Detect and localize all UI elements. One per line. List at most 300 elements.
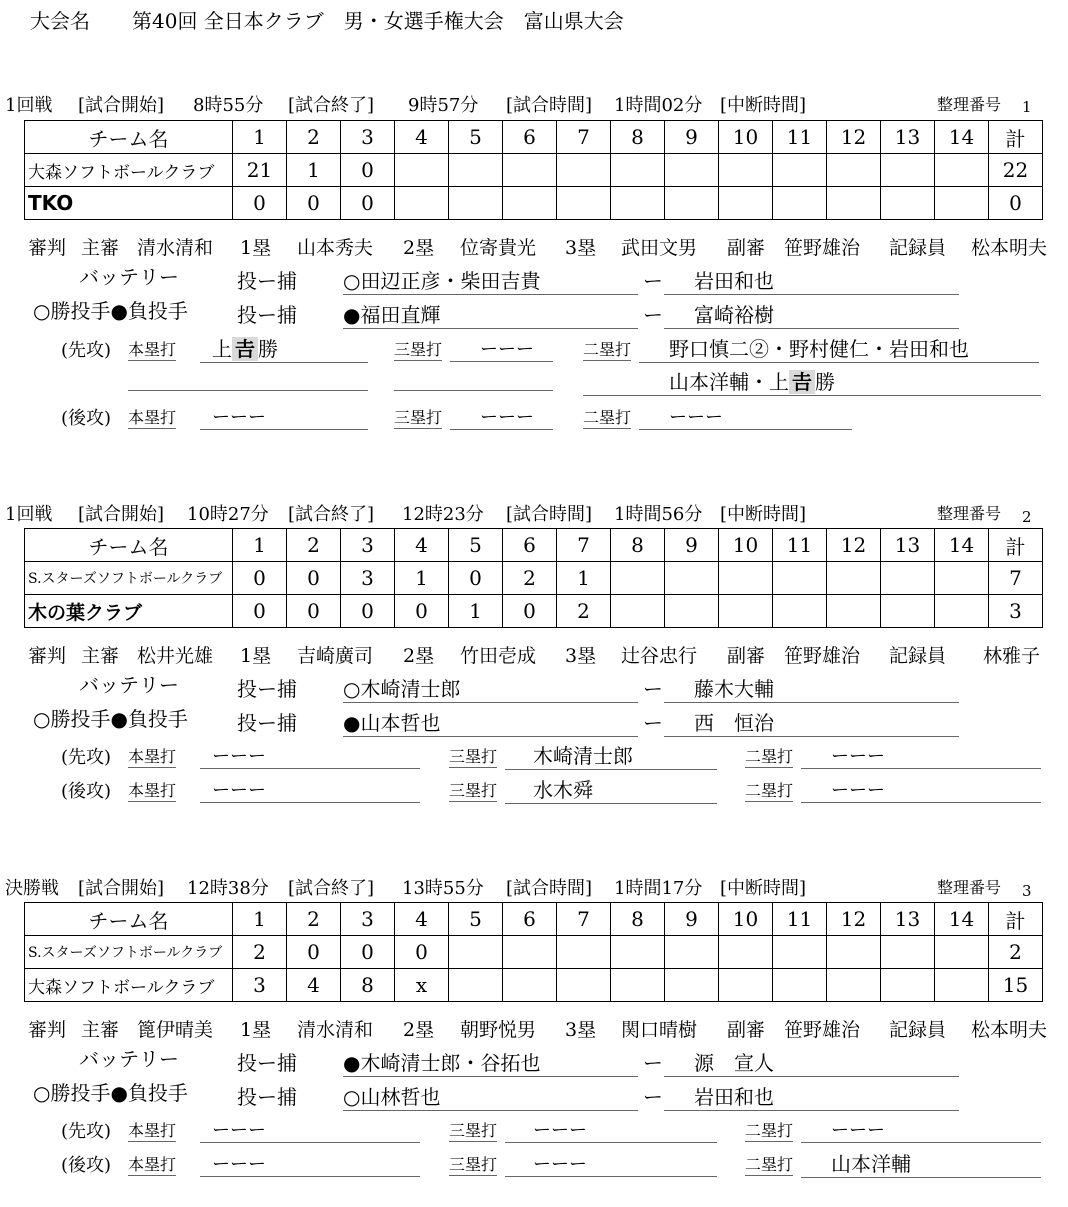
score-cell: 0 xyxy=(287,595,341,628)
inning-1: 1 xyxy=(233,903,287,936)
score-cell xyxy=(449,936,503,969)
score-cell xyxy=(935,936,989,969)
duration-label: [試合時間] xyxy=(506,504,593,525)
first-umpire: 吉崎廣司 xyxy=(297,645,374,667)
inning-12: 12 xyxy=(827,121,881,154)
double-label: 二塁打 xyxy=(745,744,793,768)
score-cell: 8 xyxy=(341,969,395,1002)
inning-11: 11 xyxy=(773,121,827,154)
duration-time: 1時間17分 xyxy=(614,878,703,899)
score-cell: 4 xyxy=(287,969,341,1002)
score-cell xyxy=(935,562,989,595)
score-cell: 3 xyxy=(233,969,287,1002)
inning-4: 4 xyxy=(395,529,449,562)
inning-8: 8 xyxy=(611,529,665,562)
inning-14: 14 xyxy=(935,529,989,562)
sub-label: 副審 xyxy=(727,237,766,259)
end-label: [試合終了] xyxy=(288,95,375,116)
score-cell xyxy=(881,187,935,220)
score-cell: 2 xyxy=(557,595,611,628)
tournament-name: 第40回 全日本クラブ 男・女選手権大会 富山県大会 xyxy=(132,9,624,33)
start-label: [試合開始] xyxy=(78,95,165,116)
score-cell xyxy=(935,969,989,1002)
score-cell xyxy=(719,154,773,187)
triple-label: 三塁打 xyxy=(394,337,442,361)
score-cell xyxy=(881,595,935,628)
end-time: 9時57分 xyxy=(408,95,479,116)
inning-9: 9 xyxy=(665,903,719,936)
triple-value: 木崎清士郎 xyxy=(505,740,717,770)
score-cell xyxy=(773,154,827,187)
team-header: チーム名 xyxy=(25,903,233,936)
total-header: 計 xyxy=(989,121,1043,154)
score-cell xyxy=(773,969,827,1002)
hr-label: 本塁打 xyxy=(128,337,176,361)
duration-time: 1時間56分 xyxy=(614,504,703,525)
third-label: 3塁 xyxy=(565,237,597,259)
score-cell xyxy=(449,187,503,220)
scoreboard xyxy=(24,902,1043,1002)
score-cell xyxy=(773,562,827,595)
inning-6: 6 xyxy=(503,529,557,562)
total-cell: 7 xyxy=(989,562,1043,595)
score-cell xyxy=(503,969,557,1002)
tournament-label: 大会名 xyxy=(30,9,90,33)
score-cell: 0 xyxy=(287,562,341,595)
second-umpire: 竹田壱成 xyxy=(460,645,537,667)
inning-10: 10 xyxy=(719,903,773,936)
team-name: S.スターズソフトボールクラブ xyxy=(25,936,233,969)
scorer-label: 記録員 xyxy=(889,1019,947,1041)
hr-label: 本塁打 xyxy=(128,405,176,429)
triple-label: 三塁打 xyxy=(394,405,442,429)
battery-catcher: 西 恒治 xyxy=(664,707,959,737)
battery-label: バッテリー xyxy=(79,1047,179,1071)
score-cell xyxy=(611,154,665,187)
score-cell xyxy=(719,936,773,969)
start-time: 10時27分 xyxy=(187,504,269,525)
win-lose-label: ○勝投手●負投手 xyxy=(33,299,188,323)
total-cell: 22 xyxy=(989,154,1043,187)
score-cell xyxy=(881,936,935,969)
third-umpire: 武田文男 xyxy=(621,237,698,259)
second-label: 2塁 xyxy=(403,237,435,259)
double-value: ーーー xyxy=(639,403,852,430)
score-cell: 1 xyxy=(287,154,341,187)
dash: ー xyxy=(643,711,663,735)
inning-4: 4 xyxy=(395,903,449,936)
score-cell: 0 xyxy=(287,187,341,220)
battery-catcher: 岩田和也 xyxy=(664,1081,959,1111)
first-label: 1塁 xyxy=(240,1019,272,1041)
score-cell xyxy=(827,936,881,969)
score-cell xyxy=(719,187,773,220)
end-time: 12時23分 xyxy=(402,504,484,525)
inning-6: 6 xyxy=(503,121,557,154)
round-label: 1回戦 xyxy=(5,95,53,116)
plate-label: 主審 xyxy=(81,645,120,667)
scorer: 松本明夫 xyxy=(971,1019,1048,1041)
inning-8: 8 xyxy=(611,903,665,936)
hr-value: ーーー xyxy=(200,403,368,430)
serial-number: 2 xyxy=(1022,508,1032,526)
score-cell xyxy=(881,969,935,1002)
interrupt-label: [中断時間] xyxy=(720,878,807,899)
score-cell: 0 xyxy=(233,562,287,595)
score-cell: 1 xyxy=(449,595,503,628)
double-label: 二塁打 xyxy=(745,778,793,802)
scorer: 松本明夫 xyxy=(971,237,1048,259)
score-cell: 3 xyxy=(341,562,395,595)
team-name: 大森ソフトボールクラブ xyxy=(25,154,233,187)
inning-9: 9 xyxy=(665,529,719,562)
total-header: 計 xyxy=(989,903,1043,936)
scoreboard xyxy=(24,120,1043,220)
sub-umpire: 笹野雄治 xyxy=(784,645,861,667)
sub-label: 副審 xyxy=(727,645,766,667)
triple-value: ーーー xyxy=(450,335,553,362)
score-cell: 0 xyxy=(341,936,395,969)
score-cell: 0 xyxy=(287,936,341,969)
total-cell: 2 xyxy=(989,936,1043,969)
third-umpire: 関口晴樹 xyxy=(621,1019,698,1041)
inning-1: 1 xyxy=(233,121,287,154)
score-cell: 0 xyxy=(395,936,449,969)
total-header: 計 xyxy=(989,529,1043,562)
first-umpire: 山本秀夫 xyxy=(297,237,374,259)
pc-label: 投ー捕 xyxy=(237,677,297,701)
double-value: 野口慎二②・野村健仁・岩田和也 xyxy=(639,333,1039,363)
score-cell xyxy=(827,187,881,220)
triple-label: 三塁打 xyxy=(449,744,497,768)
third-label: 3塁 xyxy=(565,645,597,667)
score-cell xyxy=(557,154,611,187)
win-lose-label: ○勝投手●負投手 xyxy=(33,1081,188,1105)
score-cell xyxy=(503,154,557,187)
score-cell: 0 xyxy=(341,595,395,628)
scorer-label: 記録員 xyxy=(889,237,947,259)
score-cell xyxy=(557,969,611,1002)
inning-10: 10 xyxy=(719,529,773,562)
battery-pitcher: ○田辺正彦・柴田吉貴 xyxy=(343,265,638,295)
hr-value: ーーー xyxy=(200,742,420,769)
serial-label: 整理番号 xyxy=(937,504,1002,523)
double-label: 二塁打 xyxy=(745,1118,793,1142)
inning-14: 14 xyxy=(935,903,989,936)
inning-7: 7 xyxy=(557,903,611,936)
score-cell xyxy=(773,936,827,969)
total-cell: 3 xyxy=(989,595,1043,628)
score-cell: 1 xyxy=(557,562,611,595)
referee-label: 審判 xyxy=(28,645,67,667)
battery-pitcher: ●福田直輝 xyxy=(343,299,638,329)
score-cell xyxy=(665,562,719,595)
triple-label: 三塁打 xyxy=(449,778,497,802)
triple-value: ーーー xyxy=(450,403,553,430)
pc-label: 投ー捕 xyxy=(237,1051,297,1075)
inning-3: 3 xyxy=(341,529,395,562)
round-label: 1回戦 xyxy=(5,504,53,525)
duration-label: [試合時間] xyxy=(506,95,593,116)
serial-label: 整理番号 xyxy=(937,95,1002,114)
triple-label: 三塁打 xyxy=(449,1152,497,1176)
inning-5: 5 xyxy=(449,529,503,562)
second-label: 2塁 xyxy=(403,1019,435,1041)
score-cell: 0 xyxy=(341,154,395,187)
start-time: 12時38分 xyxy=(187,878,269,899)
score-cell xyxy=(611,562,665,595)
start-time: 8時55分 xyxy=(193,95,264,116)
double-value-2: 山本洋輔・上 𠮷 勝 xyxy=(583,366,1041,396)
score-cell: 0 xyxy=(395,595,449,628)
referee-label: 審判 xyxy=(28,237,67,259)
score-cell: 0 xyxy=(233,595,287,628)
blank-line xyxy=(128,368,368,391)
score-cell xyxy=(611,187,665,220)
score-cell xyxy=(773,595,827,628)
inning-5: 5 xyxy=(449,903,503,936)
score-cell: 2 xyxy=(233,936,287,969)
interrupt-label: [中断時間] xyxy=(720,95,807,116)
scorer: 林雅子 xyxy=(983,645,1041,667)
score-cell xyxy=(719,969,773,1002)
score-cell xyxy=(935,187,989,220)
hr-value: ーーー xyxy=(200,1150,420,1177)
serial-number: 1 xyxy=(1022,98,1032,116)
third-umpire: 辻谷忠行 xyxy=(621,645,698,667)
scoreboard xyxy=(24,528,1043,628)
battery-label: バッテリー xyxy=(79,673,179,697)
inning-12: 12 xyxy=(827,903,881,936)
battery-catcher: 藤木大輔 xyxy=(664,673,959,703)
inning-9: 9 xyxy=(665,121,719,154)
table-row xyxy=(25,187,1043,220)
score-cell xyxy=(557,187,611,220)
plate-umpire: 清水清和 xyxy=(137,237,214,259)
end-time: 13時55分 xyxy=(402,878,484,899)
start-label: [試合開始] xyxy=(78,878,165,899)
score-cell xyxy=(719,595,773,628)
first-umpire: 清水清和 xyxy=(297,1019,374,1041)
score-cell xyxy=(449,969,503,1002)
double-value: ーーー xyxy=(801,742,1041,769)
score-cell xyxy=(395,187,449,220)
second-label: 2塁 xyxy=(403,645,435,667)
pc-label: 投ー捕 xyxy=(237,711,297,735)
serial-label: 整理番号 xyxy=(937,878,1002,897)
score-cell xyxy=(827,595,881,628)
score-cell xyxy=(665,936,719,969)
inning-3: 3 xyxy=(341,903,395,936)
dash: ー xyxy=(643,1051,663,1075)
score-cell xyxy=(665,154,719,187)
plate-label: 主審 xyxy=(81,1019,120,1041)
score-cell: 0 xyxy=(233,187,287,220)
battery-pitcher: ●木崎清士郎・谷拓也 xyxy=(343,1047,638,1077)
dash: ー xyxy=(643,677,663,701)
plate-label: 主審 xyxy=(81,237,120,259)
hr-label: 本塁打 xyxy=(128,1118,176,1142)
score-cell: 0 xyxy=(449,562,503,595)
score-cell: 0 xyxy=(503,595,557,628)
sen-label: (先攻) xyxy=(61,747,112,768)
score-cell xyxy=(881,562,935,595)
inning-7: 7 xyxy=(557,529,611,562)
team-name: TKO xyxy=(25,187,233,220)
score-cell xyxy=(665,969,719,1002)
sub-umpire: 笹野雄治 xyxy=(784,237,861,259)
score-cell: 21 xyxy=(233,154,287,187)
dash: ー xyxy=(643,269,663,293)
triple-value: ーーー xyxy=(505,1150,717,1177)
inning-2: 2 xyxy=(287,121,341,154)
inning-10: 10 xyxy=(719,121,773,154)
score-cell: x xyxy=(395,969,449,1002)
hr-value: ーーー xyxy=(200,1116,420,1143)
plate-umpire: 篦伊晴美 xyxy=(137,1019,214,1041)
score-cell xyxy=(827,562,881,595)
score-cell xyxy=(827,969,881,1002)
first-label: 1塁 xyxy=(240,237,272,259)
score-cell xyxy=(557,936,611,969)
header-row xyxy=(25,121,1043,154)
total-cell: 0 xyxy=(989,187,1043,220)
pc-label: 投ー捕 xyxy=(237,269,297,293)
triple-label: 三塁打 xyxy=(449,1118,497,1142)
double-value: ーーー xyxy=(801,1116,1041,1143)
score-cell: 0 xyxy=(341,187,395,220)
inning-13: 13 xyxy=(881,121,935,154)
triple-value: 水木舜 xyxy=(505,774,717,804)
duration-label: [試合時間] xyxy=(506,878,593,899)
header-row xyxy=(25,529,1043,562)
pc-label: 投ー捕 xyxy=(237,1085,297,1109)
inning-11: 11 xyxy=(773,903,827,936)
inning-14: 14 xyxy=(935,121,989,154)
third-label: 3塁 xyxy=(565,1019,597,1041)
serial-number: 3 xyxy=(1022,882,1032,900)
battery-pitcher: ○木崎清士郎 xyxy=(343,673,638,703)
double-label: 二塁打 xyxy=(583,405,631,429)
duration-time: 1時間02分 xyxy=(614,95,703,116)
blank-line xyxy=(394,368,553,391)
inning-11: 11 xyxy=(773,529,827,562)
battery-catcher: 富崎裕樹 xyxy=(664,299,959,329)
sen-label: (先攻) xyxy=(61,340,112,361)
end-label: [試合終了] xyxy=(288,504,375,525)
battery-pitcher: ○山林哲也 xyxy=(343,1081,638,1111)
sub-label: 副審 xyxy=(727,1019,766,1041)
round-label: 決勝戦 xyxy=(5,878,59,899)
double-value: ーーー xyxy=(801,776,1041,803)
score-cell: 2 xyxy=(503,562,557,595)
score-cell xyxy=(449,154,503,187)
table-row xyxy=(25,154,1043,187)
score-cell xyxy=(611,969,665,1002)
hr-value: ーーー xyxy=(200,776,420,803)
score-cell xyxy=(395,154,449,187)
score-cell xyxy=(611,595,665,628)
sen-label: (先攻) xyxy=(61,1121,112,1142)
score-cell xyxy=(503,936,557,969)
win-lose-label: ○勝投手●負投手 xyxy=(33,707,188,731)
table-row xyxy=(25,936,1043,969)
score-cell xyxy=(881,154,935,187)
score-cell xyxy=(773,187,827,220)
table-row xyxy=(25,562,1043,595)
hr-label: 本塁打 xyxy=(128,744,176,768)
end-label: [試合終了] xyxy=(288,878,375,899)
plate-umpire: 松井光雄 xyxy=(137,645,214,667)
team-name: 大森ソフトボールクラブ xyxy=(25,969,233,1002)
inning-2: 2 xyxy=(287,903,341,936)
battery-catcher: 源 宣人 xyxy=(664,1047,959,1077)
inning-13: 13 xyxy=(881,529,935,562)
battery-label: バッテリー xyxy=(79,265,179,289)
second-umpire: 位寄貴光 xyxy=(460,237,537,259)
second-umpire: 朝野悦男 xyxy=(460,1019,537,1041)
team-name: S.スターズソフトボールクラブ xyxy=(25,562,233,595)
inning-12: 12 xyxy=(827,529,881,562)
scorer-label: 記録員 xyxy=(889,645,947,667)
battery-pitcher: ●山本哲也 xyxy=(343,707,638,737)
inning-2: 2 xyxy=(287,529,341,562)
inning-1: 1 xyxy=(233,529,287,562)
score-cell xyxy=(665,595,719,628)
score-cell xyxy=(665,187,719,220)
inning-6: 6 xyxy=(503,903,557,936)
inning-8: 8 xyxy=(611,121,665,154)
start-label: [試合開始] xyxy=(78,504,165,525)
hr-value: 上 𠮷 勝 xyxy=(200,333,368,363)
team-header: チーム名 xyxy=(25,121,233,154)
score-cell xyxy=(503,187,557,220)
score-cell xyxy=(611,936,665,969)
score-cell xyxy=(935,595,989,628)
ko-label: (後攻) xyxy=(61,781,112,802)
hr-label: 本塁打 xyxy=(128,1152,176,1176)
inning-3: 3 xyxy=(341,121,395,154)
team-name: 木の葉クラブ xyxy=(25,595,233,628)
interrupt-label: [中断時間] xyxy=(720,504,807,525)
referee-label: 審判 xyxy=(28,1019,67,1041)
double-label: 二塁打 xyxy=(583,337,631,361)
ko-label: (後攻) xyxy=(61,408,112,429)
inning-13: 13 xyxy=(881,903,935,936)
triple-value: ーーー xyxy=(505,1116,717,1143)
total-cell: 15 xyxy=(989,969,1043,1002)
table-row xyxy=(25,969,1043,1002)
team-header: チーム名 xyxy=(25,529,233,562)
double-label: 二塁打 xyxy=(745,1152,793,1176)
first-label: 1塁 xyxy=(240,645,272,667)
score-cell xyxy=(935,154,989,187)
inning-4: 4 xyxy=(395,121,449,154)
score-cell xyxy=(719,562,773,595)
hr-label: 本塁打 xyxy=(128,778,176,802)
dash: ー xyxy=(643,1085,663,1109)
battery-catcher: 岩田和也 xyxy=(664,265,959,295)
double-value: 山本洋輔 xyxy=(801,1148,1041,1178)
ko-label: (後攻) xyxy=(61,1155,112,1176)
inning-7: 7 xyxy=(557,121,611,154)
sub-umpire: 笹野雄治 xyxy=(784,1019,861,1041)
table-row xyxy=(25,595,1043,628)
score-cell: 1 xyxy=(395,562,449,595)
inning-5: 5 xyxy=(449,121,503,154)
dash: ー xyxy=(643,303,663,327)
header-row xyxy=(25,903,1043,936)
